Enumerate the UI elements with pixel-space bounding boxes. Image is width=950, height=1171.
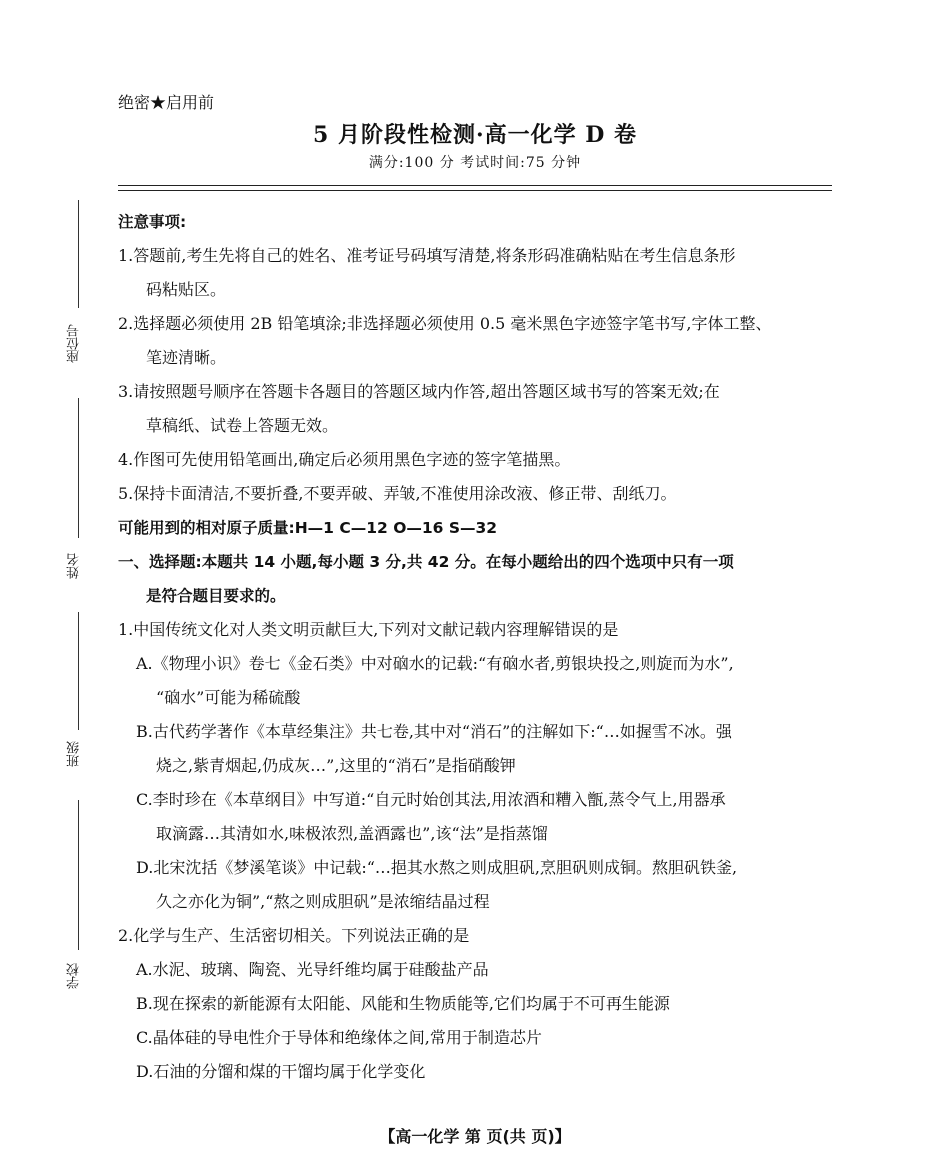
page-footer: 【高一化学 第 页(共 页)】 — [379, 1127, 571, 1146]
atomic-mass-line: 可能用到的相对原子质量:H—1 C—12 O—16 S—32 — [118, 519, 498, 537]
notice-item: 5.保持卡面清洁,不要折叠,不要弄破、弄皱,不准使用涂改液、修正带、刮纸刀。 — [118, 484, 677, 503]
exam-content — [118, 205, 834, 1089]
exam-info: 满分:100 分 考试时间:75 分钟 — [368, 155, 582, 171]
notice-item: 1.答题前,考生先将自己的姓名、准考证号码填写清楚,将条形码准确粘贴在考生信息条形 — [118, 246, 736, 265]
q1-option-a-cont: “硇水”可能为稀硫酸 — [156, 688, 301, 707]
q1-option-b: B.古代药学著作《本草经集注》共七卷,其中对“消石”的注解如下:“…如握雪不冰。强 — [136, 722, 732, 741]
notice-item: 草稿纸、试卷上答题无效。 — [146, 416, 339, 435]
notice-heading: 注意事项: — [118, 213, 187, 231]
confidential-mark: 绝密★启用前 — [118, 93, 215, 112]
title-rule-thin — [118, 190, 832, 191]
school-label: 学校 — [67, 963, 82, 989]
q1-option-d-cont: 久之亦化为铜”,“熬之则成胆矾”是浓缩结晶过程 — [156, 892, 490, 911]
name-fill-line — [78, 398, 79, 538]
q1-option-a: A.《物理小识》卷七《金石类》中对硇水的记载:“有硇水者,剪银块投之,则旋而为水”, — [136, 654, 734, 673]
notice-item: 3.请按照题号顺序在答题卡各题目的答题区域内作答,超出答题区域书写的答案无效;在 — [118, 382, 720, 401]
notice-item: 码粘贴区。 — [146, 280, 227, 299]
school-fill-line — [78, 800, 79, 950]
question-1-stem: 1.中国传统文化对人类文明贡献巨大,下列对文献记载内容理解错误的是 — [118, 620, 619, 639]
class-fill-line — [78, 612, 79, 730]
section-heading: 一、选择题:本题共 14 小题,每小题 3 分,共 42 分。在每小题给出的四个选项中只有一项 — [118, 553, 734, 571]
name-label: 姓名 — [67, 553, 82, 579]
seat-fill-line — [78, 200, 79, 308]
q1-option-c-cont: 取滴露…其清如水,味极浓烈,盖酒露也”,该“法”是指蒸馏 — [156, 824, 548, 843]
q1-option-b-cont: 烧之,紫青烟起,仍成灰…”,这里的“消石”是指硝酸钾 — [156, 756, 516, 775]
class-label: 班级 — [67, 741, 82, 767]
notice-item: 4.作图可先使用铅笔画出,确定后必须用黑色字迹的签字笔描黑。 — [118, 450, 571, 469]
q2-option-a: A.水泥、玻璃、陶瓷、光导纤维均属于硅酸盐产品 — [136, 960, 489, 979]
title-rule-thick — [118, 185, 832, 186]
q2-option-b: B.现在探索的新能源有太阳能、风能和生物质能等,它们均属于不可再生能源 — [136, 994, 670, 1013]
q1-option-c: C.李时珍在《本草纲目》中写道:“自元时始创其法,用浓酒和糟入甑,蒸令气上,用器承 — [136, 790, 726, 809]
question-2-stem: 2.化学与生产、生活密切相关。下列说法正确的是 — [118, 926, 470, 945]
section-heading-cont: 是符合题目要求的。 — [146, 587, 286, 605]
q2-option-d: D.石油的分馏和煤的干馏均属于化学变化 — [136, 1062, 426, 1081]
q2-option-c: C.晶体硅的导电性介于导体和绝缘体之间,常用于制造芯片 — [136, 1028, 542, 1047]
q1-option-d: D.北宋沈括《梦溪笔谈》中记载:“…挹其水熬之则成胆矾,烹胆矾则成铜。熬胆矾铁釜, — [136, 858, 738, 877]
notice-item: 2.选择题必须使用 2B 铅笔填涂;非选择题必须使用 0.5 毫米黑色字迹签字笔书写,字体工整、 — [118, 314, 772, 333]
notice-item: 笔迹清晰。 — [146, 348, 227, 367]
page-title: 5 月阶段性检测·高一化学 D 卷 — [312, 122, 638, 148]
seat-label: 座位号 — [67, 324, 82, 364]
